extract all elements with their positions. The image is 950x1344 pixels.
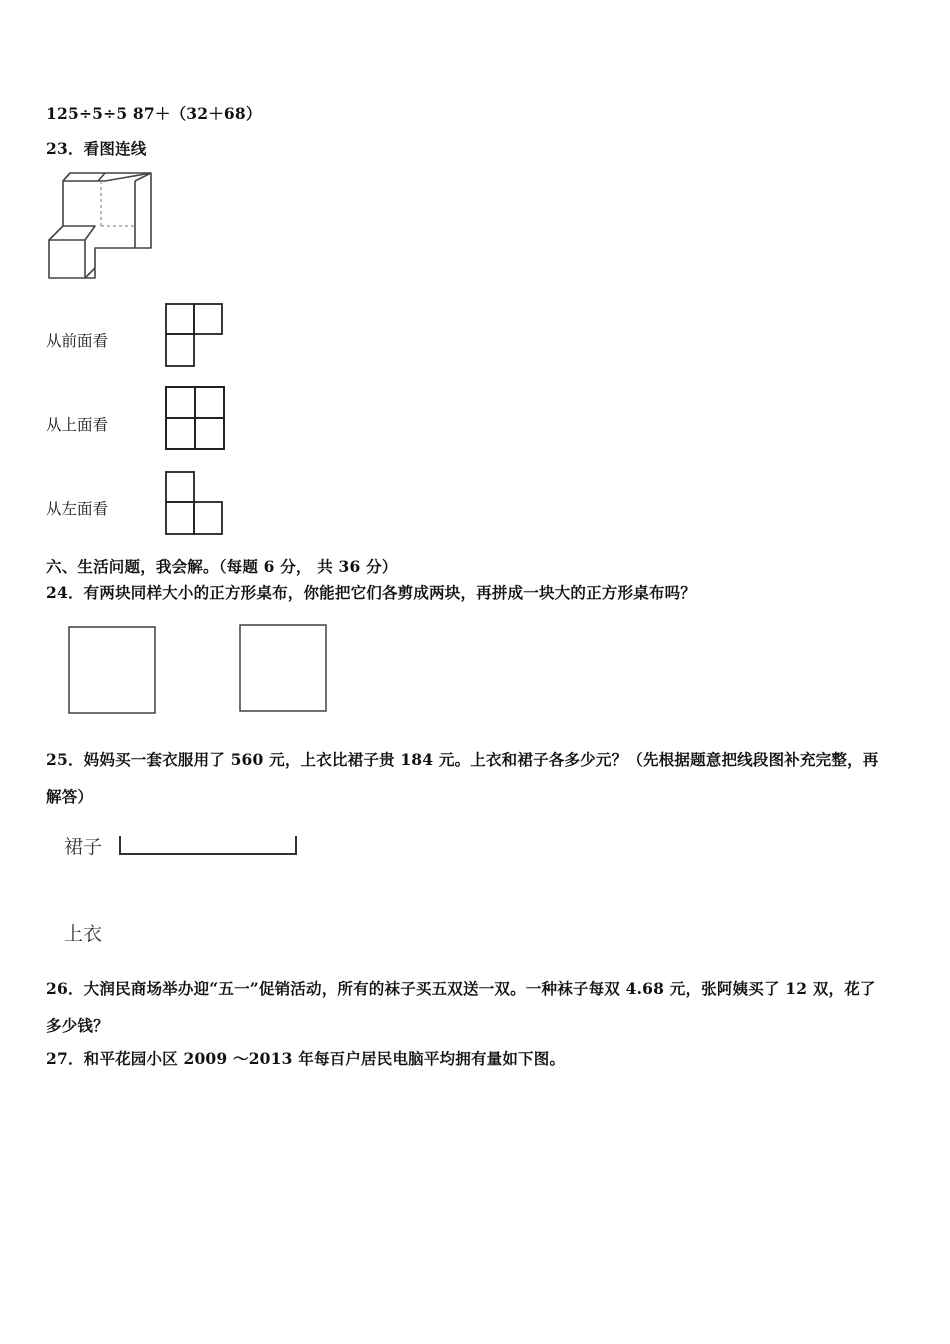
- question-26-line-1: 26．大润民商场举办迎“五一”促销活动，所有的袜子买五双送一双。一种袜子每双 4.68 元，张阿姨买了 12 双，花了: [46, 979, 876, 998]
- calc-expressions: 125÷5÷5 87＋（32＋68）: [46, 104, 262, 123]
- segment-label-skirt: 裙子: [64, 836, 103, 858]
- left-view-shape: [164, 470, 226, 538]
- view-label-left: 从左面看: [46, 500, 109, 518]
- question-25-line-1: 25．妈妈买一套衣服用了 560 元，上衣比裙子贵 184 元。上衣和裙子各多少元？（先根据题意把线段图补充完整，再: [46, 750, 879, 769]
- tablecloth-square-1: [68, 626, 158, 716]
- question-24: 24．有两块同样大小的正方形桌布，你能把它们各剪成两块，再拼成一块大的正方形桌布吗？: [46, 583, 696, 602]
- front-view-shape: [164, 302, 226, 370]
- skirt-line-segment: [116, 834, 300, 860]
- cube-stack-figure: [45, 168, 165, 288]
- section-6-title: 六、生活问题，我会解。（每题 6 分， 共 36 分）: [46, 557, 398, 576]
- question-26-line-2: 多少钱？: [46, 1016, 109, 1035]
- view-label-front: 从前面看: [46, 332, 109, 350]
- segment-label-top: 上衣: [64, 923, 103, 945]
- top-view-shape: [164, 385, 228, 453]
- question-25-line-2: 解答）: [46, 787, 94, 806]
- tablecloth-square-2: [239, 624, 329, 714]
- view-label-top: 从上面看: [46, 416, 109, 434]
- question-23-title: 23．看图连线: [46, 139, 147, 158]
- question-27: 27．和平花园小区 2009 ～2013 年每百户居民电脑平均拥有量如下图。: [46, 1049, 566, 1068]
